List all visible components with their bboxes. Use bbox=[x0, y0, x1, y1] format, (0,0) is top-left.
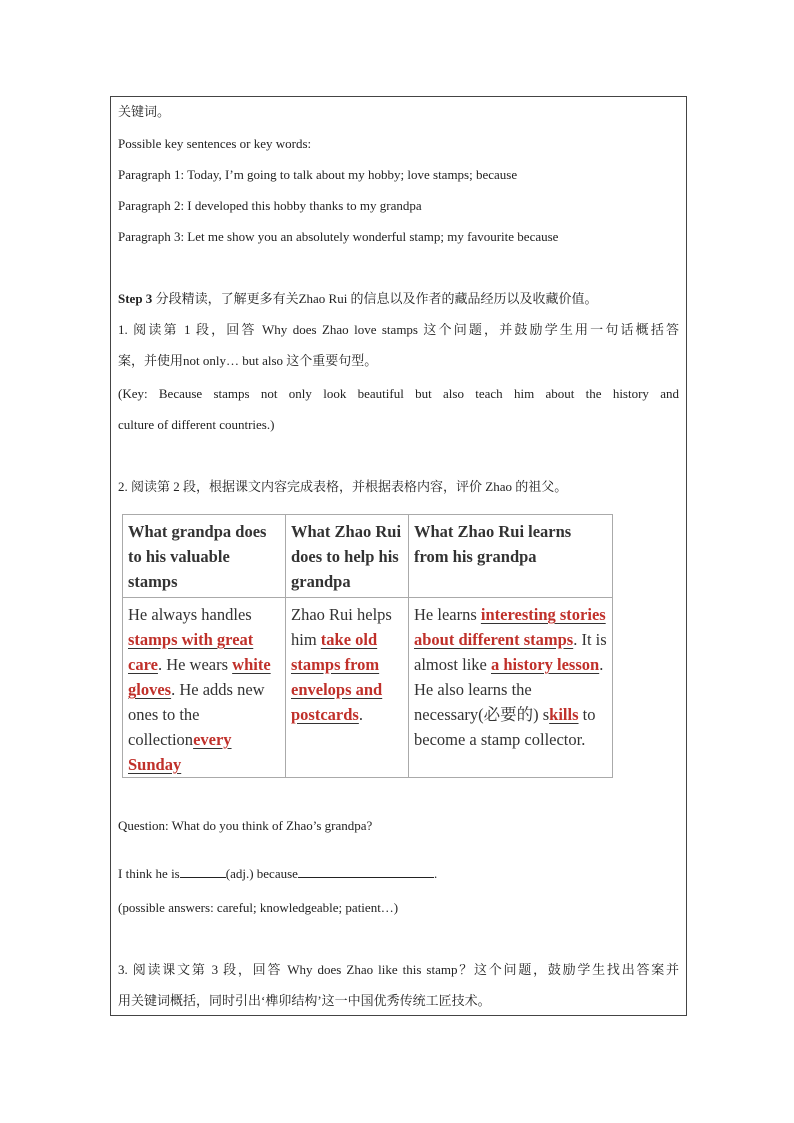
question-text: Question: What do you think of Zhao’s grandpa? bbox=[118, 818, 373, 833]
cell-zhao-learns bbox=[409, 598, 613, 778]
answer-wears: white gloves bbox=[128, 655, 271, 699]
step3-heading bbox=[118, 291, 598, 307]
text: . It is almost like bbox=[414, 630, 607, 674]
possible-answers: (possible answers: careful; knowledgeable; patient…) bbox=[118, 900, 399, 915]
q3-line1: 3. 阅读课文第 3 段，回答 Why does Zhao like this stamp？这个问题，鼓励学生找出答案并 bbox=[118, 962, 679, 977]
text: Zhao Rui helps him bbox=[291, 605, 392, 649]
text: to become a stamp collector. bbox=[414, 705, 596, 749]
cell-grandpa-does bbox=[123, 598, 286, 778]
keywords-tail: 关键词。 bbox=[118, 104, 171, 119]
answer-handles: stamps with great care bbox=[128, 630, 254, 674]
think-sentence bbox=[118, 865, 437, 882]
q3-line2: 用关键词概括，同时引出‘榫卯结构’这一中国优秀传统工匠技术。 bbox=[118, 993, 491, 1008]
possible-key-label: Possible key sentences or key words: bbox=[118, 136, 312, 151]
table-body-row bbox=[123, 598, 613, 778]
answer-like: a history lesson bbox=[491, 655, 600, 674]
answer-helps: take old stamps from envelops and postcards bbox=[291, 630, 383, 724]
answer-learns: interesting stories about different stamps bbox=[414, 605, 606, 649]
step3-text: 分段精读，了解更多有关Zhao Rui 的信息以及作者的藏品经历以及收藏价值。 bbox=[152, 291, 598, 306]
header-grandpa-does: What grandpa does to his valuable stamps bbox=[123, 515, 286, 598]
text: . He also learns the necessary(必要的) s bbox=[414, 655, 604, 724]
think-pre: I think he is bbox=[118, 866, 180, 881]
table-header-row bbox=[123, 515, 613, 598]
answer-skills: kills bbox=[549, 705, 579, 724]
text: . He adds new ones to the collection bbox=[128, 680, 265, 749]
step3-label: Step 3 bbox=[118, 291, 153, 306]
text: He learns bbox=[414, 605, 477, 624]
paragraph-1-keywords: Paragraph 1: Today, I’m going to talk about my hobby; love stamps; because bbox=[118, 167, 518, 182]
think-mid: (adj.) because bbox=[225, 866, 298, 881]
text: He always handles bbox=[128, 605, 252, 624]
header-zhao-does: What Zhao Rui does to help his grandpa bbox=[286, 515, 409, 598]
text: . bbox=[358, 705, 363, 724]
q2-instruction: 2. 阅读第 2 段，根据课文内容完成表格，并根据表格内容，评价 Zhao 的祖父。 bbox=[118, 479, 568, 494]
paragraph-3-keywords: Paragraph 3: Let me show you an absolutely wonderful stamp; my favourite because bbox=[118, 229, 559, 244]
adj-blank[interactable] bbox=[180, 865, 226, 878]
q1-key-line1: (Key: Because stamps not only look beautiful but also teach him about the history and bbox=[118, 386, 679, 401]
q1-key-line2: culture of different countries.) bbox=[118, 417, 275, 432]
q1-line2: 案，并使用not only… but also 这个重要句型。 bbox=[118, 353, 378, 368]
q1-line1: 1. 阅读第 1 段，回答 Why does Zhao love stamps 这个问题，并鼓励学生用一句话概括答 bbox=[118, 322, 679, 337]
grandpa-table bbox=[122, 514, 613, 778]
answer-adds: every Sunday bbox=[128, 730, 232, 774]
think-end: . bbox=[433, 866, 438, 881]
paragraph-2-keywords: Paragraph 2: I developed this hobby thanks to my grandpa bbox=[118, 198, 422, 213]
text: . He wears bbox=[157, 655, 229, 674]
header-zhao-learns: What Zhao Rui learns from his grandpa bbox=[409, 515, 613, 598]
because-blank[interactable] bbox=[298, 865, 434, 878]
cell-zhao-does bbox=[286, 598, 409, 778]
